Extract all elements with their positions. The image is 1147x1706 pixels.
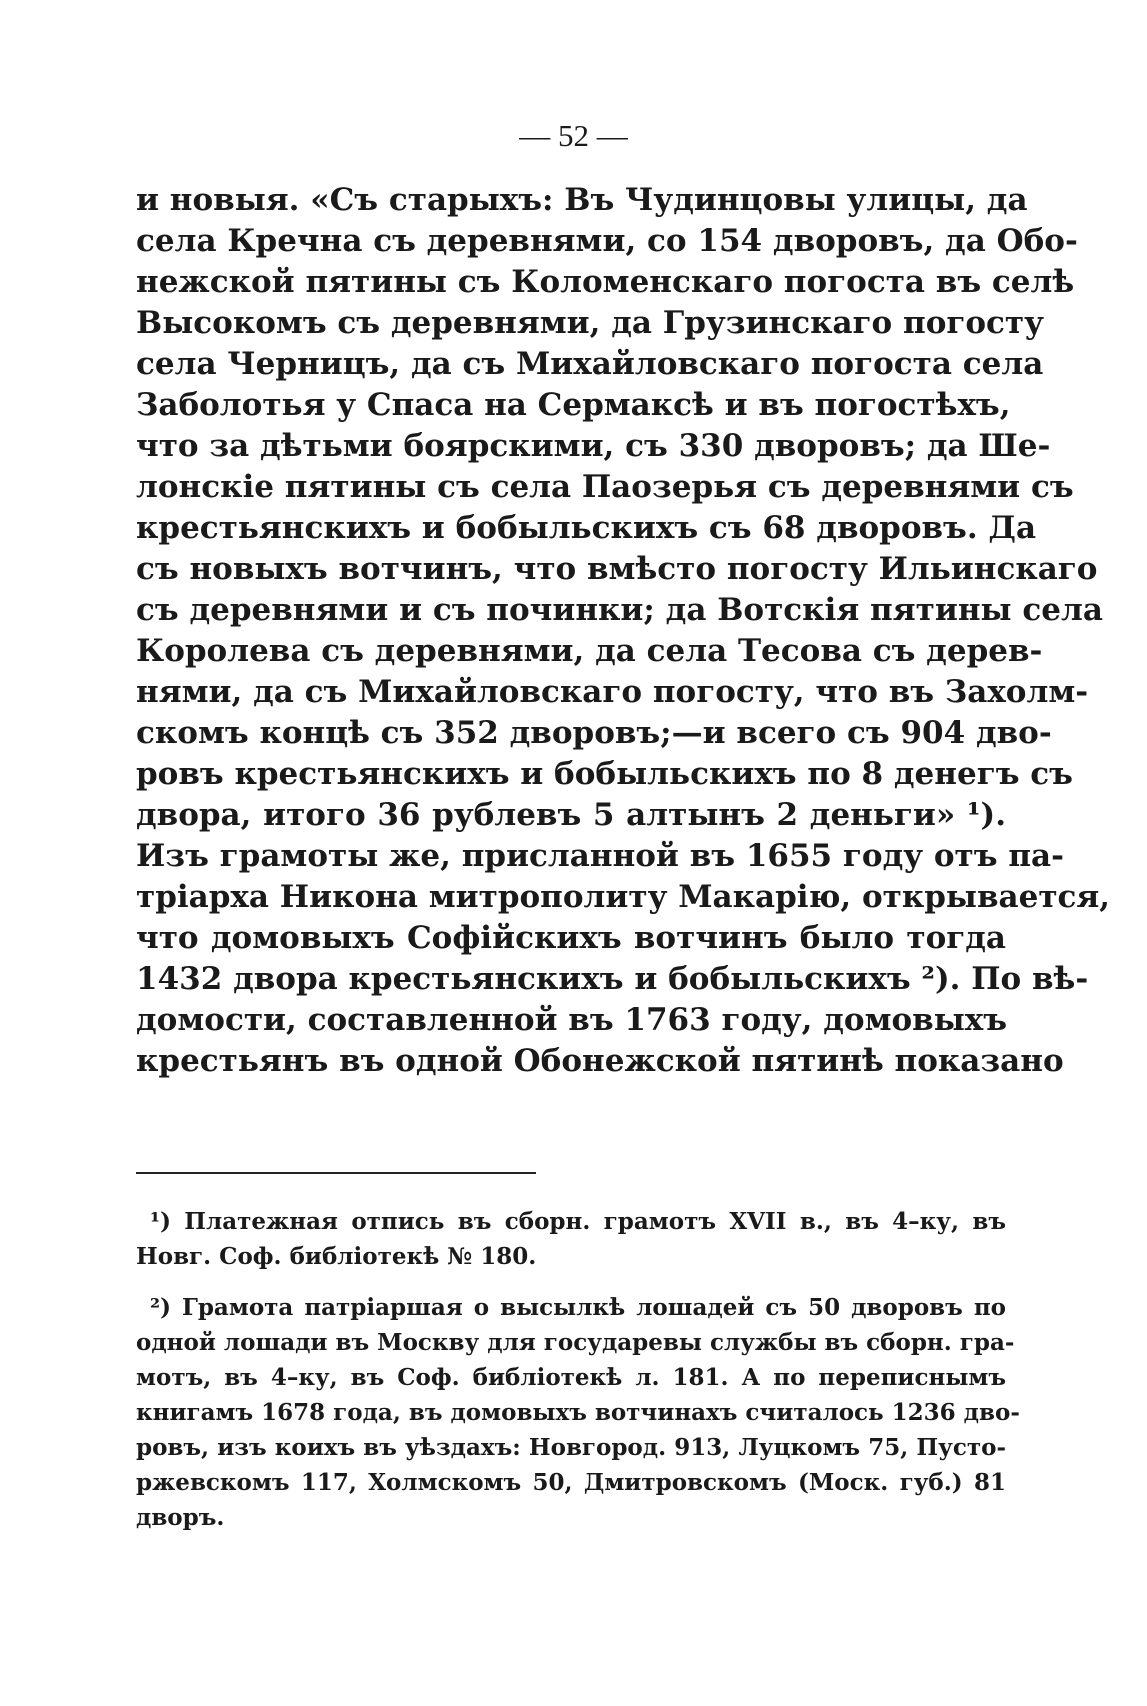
- footnote-line: книгамъ 1678 года, въ домовыхъ вотчинахъ считалось 1236 дво-: [136, 1399, 1020, 1426]
- body-text: [136, 180, 1111, 1082]
- body-line: крестьянъ въ одной Обонежской пятинѣ показано: [136, 1043, 1064, 1079]
- body-line: крестьянскихъ и бобыльскихъ съ 68 дворовъ. Да: [136, 510, 1037, 546]
- body-line: что домовыхъ Софійскихъ вотчинъ было тогда: [136, 920, 1006, 956]
- body-line: домости, составленной въ 1763 году, домовыхъ: [136, 1002, 1008, 1038]
- body-line: скомъ концѣ съ 352 дворовъ;—и всего съ 904 дво-: [136, 715, 1052, 751]
- footnote-line: мотъ, въ 4–ку, въ Соф. библіотекѣ л. 181. А по переписнымъ: [136, 1364, 1006, 1391]
- footnote-line: ровъ, изъ коихъ въ уѣздахъ: Новгород. 913, Луцкомъ 75, Пусто-: [136, 1434, 1006, 1461]
- body-line: нями, да съ Михайловскаго погосту, что въ Захолм-: [136, 674, 1089, 710]
- body-line: села Кречна съ деревнями, со 154 дворовъ, да Обо-: [136, 223, 1078, 259]
- page-number: — 52 —: [519, 118, 628, 153]
- footnote-1: [136, 1204, 1006, 1274]
- footnote-divider: [136, 1172, 536, 1174]
- body-line: Заболотья у Спаса на Сермаксѣ и въ погостѣхъ,: [136, 387, 1011, 423]
- body-line: Высокомъ съ деревнями, да Грузинскаго погосту: [136, 305, 1044, 341]
- body-line: 1432 двора крестьянскихъ и бобыльскихъ ²). По вѣ-: [136, 961, 1089, 997]
- body-line: Королева съ деревнями, да села Тесова съ дерев-: [136, 633, 1043, 669]
- footnote-line: одной лошади въ Москву для государевы службы въ сборн. гра-: [136, 1329, 1015, 1356]
- footnote-line: ¹) Платежная отпись въ сборн. грамотъ XVII в., въ 4–ку, въ: [150, 1208, 1006, 1235]
- body-line: двора, итого 36 рублевъ 5 алтынъ 2 деньги» ¹).: [136, 797, 1006, 833]
- footnote-line: дворъ.: [136, 1504, 225, 1531]
- footnote-line: ²) Грамота патріаршая о высылкѣ лошадей съ 50 дворовъ по: [150, 1294, 1006, 1321]
- footnote-2: [136, 1290, 1020, 1535]
- body-line: лонскіе пятины съ села Паозерья съ деревнями съ: [136, 469, 1074, 505]
- body-line: тріарха Никона митрополиту Макарію, открывается,: [136, 879, 1111, 915]
- body-line: съ деревнями и съ починки; да Вотскія пятины села: [136, 592, 1103, 628]
- body-line: ровъ крестьянскихъ и бобыльскихъ по 8 денегъ съ: [136, 756, 1073, 792]
- body-line: Изъ грамоты же, присланной въ 1655 году отъ па-: [136, 838, 1064, 874]
- footnote-line: Новг. Соф. библіотекѣ № 180.: [136, 1243, 537, 1270]
- body-line: съ новыхъ вотчинъ, что вмѣсто погосту Ильинскаго: [136, 551, 1098, 587]
- body-line: и новыя. «Съ старыхъ: Въ Чудинцовы улицы, да: [136, 182, 1028, 218]
- body-line: что за дѣтьми боярскими, съ 330 дворовъ; да Ше-: [136, 428, 1051, 464]
- body-line: села Черницъ, да съ Михайловскаго погоста села: [136, 346, 1044, 382]
- body-line: нежской пятины съ Коломенскаго погоста въ селѣ: [136, 264, 1075, 300]
- footnote-line: ржевскомъ 117, Холмскомъ 50, Дмитровскомъ (Моск. губ.) 81: [136, 1469, 1006, 1496]
